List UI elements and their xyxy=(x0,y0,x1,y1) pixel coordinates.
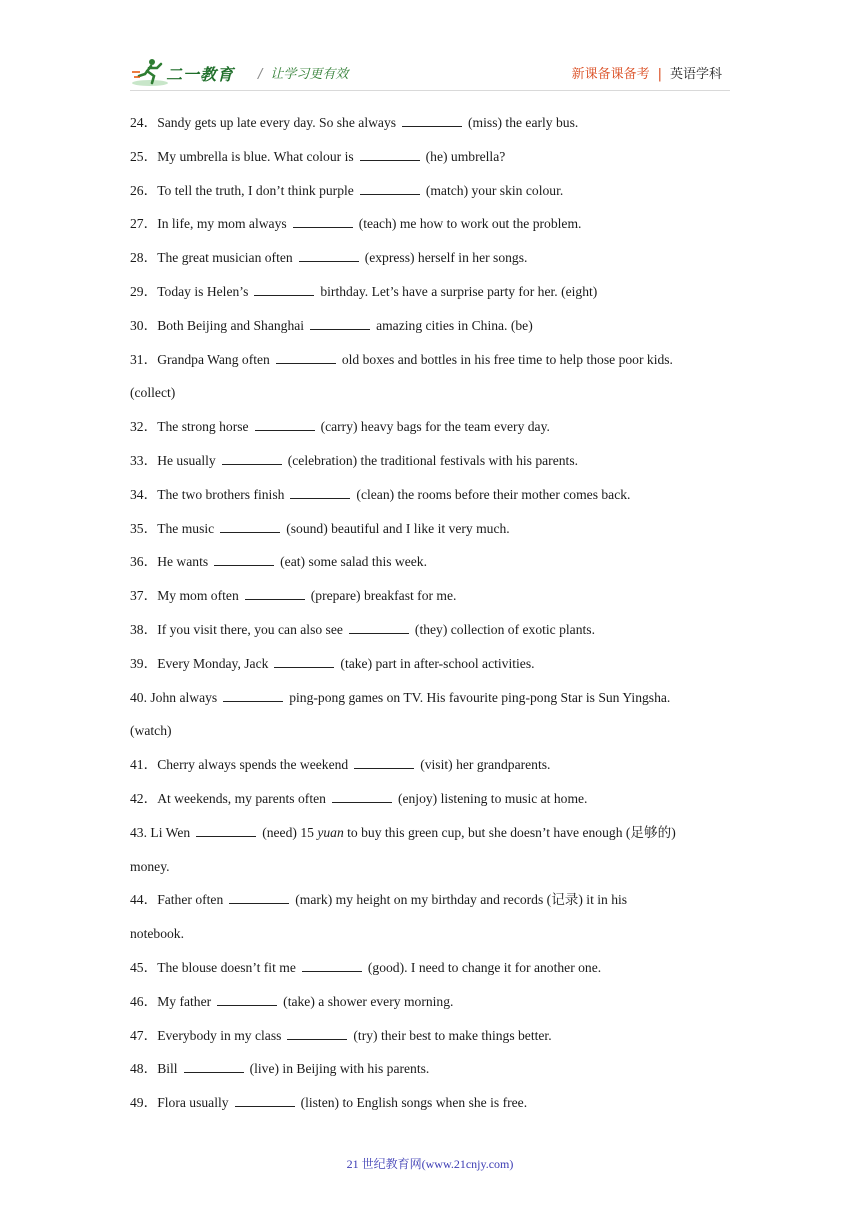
header-subject-label: 英语学科 xyxy=(669,67,722,82)
question-text-after: (take) a shower every morning. xyxy=(283,993,454,1009)
question-item xyxy=(130,790,587,807)
question-number: 33． xyxy=(130,453,158,468)
answer-blank[interactable] xyxy=(349,622,409,634)
question-item xyxy=(130,351,673,368)
question-text-before: He usually xyxy=(157,453,216,468)
question-item xyxy=(130,182,563,199)
slogan-text: 让学习更有效 xyxy=(270,67,349,82)
answer-blank[interactable] xyxy=(196,825,256,837)
question-text-after: (listen) to English songs when she is free. xyxy=(300,1095,528,1111)
logo xyxy=(130,56,250,88)
question-text-before: Cherry always spends the weekend xyxy=(157,757,349,773)
question-text-after: (take) part in after-school activities. xyxy=(340,655,535,671)
question-item xyxy=(130,655,535,672)
question-text-after: (mark) my height on my birthday and records (记录) it in his xyxy=(295,892,628,908)
question-text-before: My umbrella is blue. What colour is xyxy=(157,148,354,164)
question-number: 32． xyxy=(130,419,158,435)
question-item xyxy=(130,756,550,773)
running-figure-icon xyxy=(130,56,170,88)
question-text-before: Li Wen xyxy=(150,824,191,840)
question-continuation: (watch) xyxy=(130,723,172,739)
question-item xyxy=(130,418,550,435)
question-number: 48． xyxy=(130,1061,158,1077)
question-item xyxy=(130,993,453,1010)
header-separator: | xyxy=(657,67,662,82)
question-text-before: Both Beijing and Shanghai xyxy=(157,317,305,333)
question-text-after: (express) herself in her songs. xyxy=(364,250,528,266)
question-number: 37． xyxy=(130,588,158,604)
question-number: 31． xyxy=(130,351,158,367)
question-number: 46． xyxy=(130,993,158,1009)
question-number: 42． xyxy=(130,791,158,806)
answer-blank[interactable] xyxy=(402,115,462,127)
question-number: 34． xyxy=(130,486,158,502)
question-text-after: (visit) her grandparents. xyxy=(420,757,551,773)
question-number: 24． xyxy=(130,115,158,130)
question-text-before: If you visit there, you can also see xyxy=(157,622,343,637)
question-item xyxy=(130,520,510,537)
question-item xyxy=(130,1094,527,1111)
question-text-after: to buy this green cup, but she doesn’t have enough (足够的) xyxy=(343,824,676,840)
question-item xyxy=(130,249,527,266)
question-italic-word: yuan xyxy=(317,824,344,840)
question-item xyxy=(130,689,670,706)
answer-blank[interactable] xyxy=(222,453,282,465)
question-text-after: (good). I need to change it for another one. xyxy=(367,960,602,975)
answer-blank[interactable] xyxy=(229,892,289,904)
question-text-after: old boxes and bottles in his free time to help those poor kids. xyxy=(341,351,673,367)
question-text-before: My father xyxy=(157,993,212,1009)
question-item xyxy=(130,1060,429,1077)
answer-blank[interactable] xyxy=(245,588,305,600)
question-item xyxy=(130,891,627,908)
question-text-before: Flora usually xyxy=(157,1095,229,1111)
question-item xyxy=(130,959,601,976)
question-number: 36． xyxy=(130,554,158,570)
question-text-before: The music xyxy=(157,520,215,536)
slogan xyxy=(258,63,348,82)
question-number: 43. xyxy=(130,824,151,840)
question-text-after: (carry) heavy bags for the team every day. xyxy=(320,419,550,435)
question-item xyxy=(130,148,505,165)
answer-blank[interactable] xyxy=(255,419,315,431)
question-text-before: My mom often xyxy=(157,588,239,604)
question-text-before: The strong horse xyxy=(157,419,249,435)
question-text-before: Bill xyxy=(157,1061,178,1077)
question-text-before: The great musician often xyxy=(157,250,293,266)
question-item xyxy=(130,587,456,604)
question-number: 45． xyxy=(130,960,158,975)
question-number: 30． xyxy=(130,317,158,333)
question-item xyxy=(130,621,595,638)
question-hint: (need) 15 xyxy=(262,824,318,840)
answer-blank[interactable] xyxy=(290,487,350,499)
question-text-after: (celebration) the traditional festivals with his parents. xyxy=(287,453,579,468)
question-text-before: He wants xyxy=(157,554,209,570)
answer-blank[interactable] xyxy=(287,1028,347,1040)
question-number: 38． xyxy=(130,622,158,637)
logo-text: 二一教育 xyxy=(166,67,235,84)
answer-blank[interactable] xyxy=(184,1061,244,1073)
question-number: 25． xyxy=(130,148,158,164)
question-text-before: Everybody in my class xyxy=(157,1027,282,1043)
question-item xyxy=(130,824,676,841)
question-item xyxy=(130,452,578,469)
answer-blank[interactable] xyxy=(254,284,314,296)
question-number: 39． xyxy=(130,655,158,671)
question-text-after: (try) their best to make things better. xyxy=(353,1027,552,1043)
question-continuation: money. xyxy=(130,858,170,874)
question-item xyxy=(130,1027,552,1044)
answer-blank[interactable] xyxy=(223,690,283,702)
question-text-before: The blouse doesn’t fit me xyxy=(157,960,296,975)
question-item xyxy=(130,283,597,300)
answer-blank[interactable] xyxy=(310,318,370,330)
question-text-before: John always xyxy=(150,689,218,705)
question-number: 44． xyxy=(130,892,158,908)
question-text-before: Grandpa Wang often xyxy=(157,351,270,367)
answer-blank[interactable] xyxy=(276,352,336,364)
page-footer: 21 世纪教育网(www.21cnjy.com) xyxy=(346,1157,514,1171)
answer-blank[interactable] xyxy=(360,149,420,161)
question-text-before: The two brothers finish xyxy=(157,486,285,502)
question-text-after: (clean) the rooms before their mother comes back. xyxy=(356,486,631,502)
answer-blank[interactable] xyxy=(274,656,334,668)
question-number: 35． xyxy=(130,520,158,536)
question-number: 28． xyxy=(130,250,158,266)
question-text-before: Father often xyxy=(157,892,224,908)
header-tagline xyxy=(572,63,722,82)
question-continuation: (collect) xyxy=(130,385,176,401)
question-text-before: At weekends, my parents often xyxy=(157,791,326,806)
answer-blank[interactable] xyxy=(299,250,359,262)
question-text-after: (sound) beautiful and I like it very much. xyxy=(286,520,510,536)
question-number: 40. xyxy=(130,689,151,705)
question-number: 47． xyxy=(130,1027,158,1043)
header-course-label: 新课备课备考 xyxy=(571,67,650,82)
answer-blank[interactable] xyxy=(217,994,277,1006)
question-text-after: (match) your skin colour. xyxy=(425,182,564,198)
question-text-after: amazing cities in China. (be) xyxy=(376,317,533,333)
page-header xyxy=(130,56,730,91)
question-text-after: (live) in Beijing with his parents. xyxy=(249,1061,430,1077)
answer-blank[interactable] xyxy=(293,216,353,228)
question-number: 27． xyxy=(130,216,158,232)
question-text-after: (miss) the early bus. xyxy=(468,115,579,130)
answer-blank[interactable] xyxy=(214,554,274,566)
question-text-before: Today is Helen’s xyxy=(157,284,249,299)
answer-blank[interactable] xyxy=(302,960,362,972)
question-number: 41． xyxy=(130,757,158,773)
question-item xyxy=(130,486,630,503)
question-text-before: Sandy gets up late every day. So she always xyxy=(157,115,397,130)
slogan-divider: / xyxy=(258,67,263,82)
question-continuation: notebook. xyxy=(130,926,184,942)
question-number: 49． xyxy=(130,1095,158,1111)
question-text-after: (prepare) breakfast for me. xyxy=(310,588,457,604)
question-number: 29． xyxy=(130,284,158,299)
question-text-after: (teach) me how to work out the problem. xyxy=(358,216,582,232)
answer-blank[interactable] xyxy=(235,1095,295,1107)
answer-blank[interactable] xyxy=(354,757,414,769)
answer-blank[interactable] xyxy=(220,521,280,533)
question-text-after: (enjoy) listening to music at home. xyxy=(397,791,588,806)
question-text-before: Every Monday, Jack xyxy=(157,655,269,671)
answer-blank[interactable] xyxy=(332,791,392,803)
question-number: 26． xyxy=(130,182,158,198)
question-item xyxy=(130,114,578,131)
question-text-after: (they) collection of exotic plants. xyxy=(414,622,595,637)
question-item xyxy=(130,317,533,334)
question-text-after: ping-pong games on TV. His favourite ping-pong Star is Sun Yingsha. xyxy=(289,689,671,705)
question-item xyxy=(130,215,581,232)
question-item xyxy=(130,553,427,570)
question-text-after: (eat) some salad this week. xyxy=(280,554,427,570)
question-text-before: In life, my mom always xyxy=(157,216,287,232)
question-text-after: birthday. Let’s have a surprise party for her. (eight) xyxy=(320,284,598,299)
question-text-after: (he) umbrella? xyxy=(425,148,506,164)
answer-blank[interactable] xyxy=(360,183,420,195)
question-text-before: To tell the truth, I don’t think purple xyxy=(157,182,354,198)
